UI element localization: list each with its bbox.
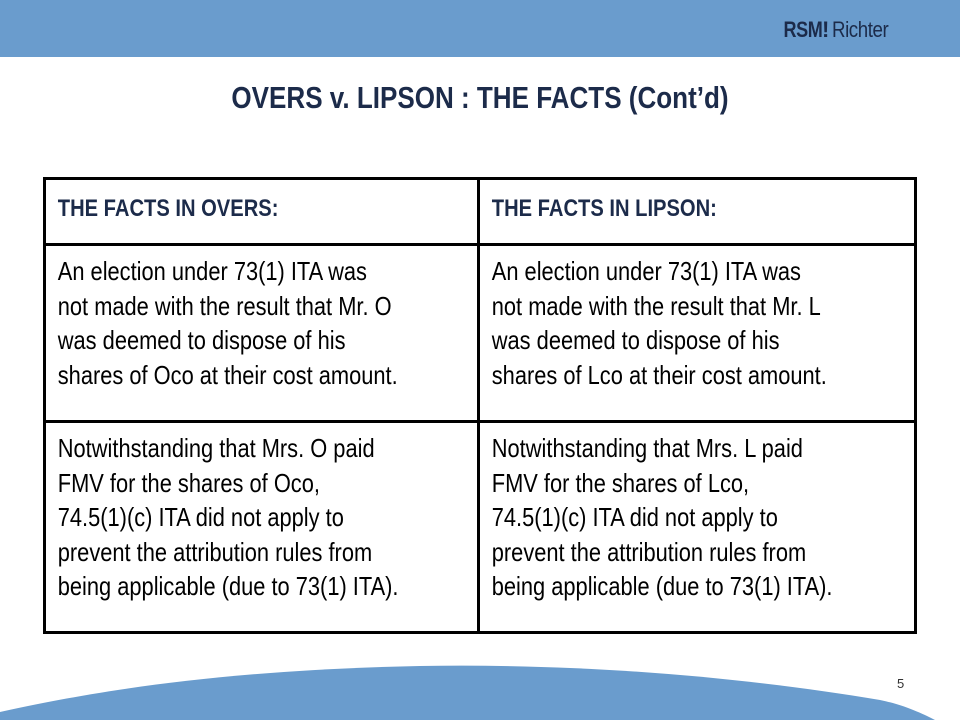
cell-text [46, 423, 465, 604]
table-cell-overs [45, 245, 479, 422]
rsm-richter-logo [775, 17, 898, 43]
cell-line: not made with the result that Mr. O [57, 290, 392, 321]
cell-line: not made with the result that Mr. L [491, 290, 821, 321]
cell-line: being applicable (due to 73(1) ITA). [491, 571, 833, 601]
cell-line: An election under 73(1) ITA was [57, 256, 367, 286]
footer-wave [0, 660, 960, 720]
cell-line: shares of Oco at their cost amount. [57, 359, 398, 390]
cell-line: was deemed to dispose of his [57, 325, 346, 355]
cell-text [480, 423, 899, 604]
table-cell-lipson [479, 422, 916, 633]
footer-wave-shape [0, 666, 935, 720]
logo-richter-text: Richter [831, 17, 889, 42]
cell-line: Notwithstanding that Mrs. O paid [57, 433, 375, 463]
cell-line: was deemed to dispose of his [491, 325, 780, 355]
facts-comparison-table [43, 177, 917, 634]
header-overs-label: THE FACTS IN OVERS: [57, 195, 279, 222]
header-lipson-label: THE FACTS IN LIPSON: [491, 195, 717, 222]
table-header-row [45, 179, 916, 245]
header-cell-lipson [479, 179, 916, 245]
table-row [45, 245, 916, 422]
cell-line: prevent the attribution rules from [57, 536, 373, 567]
table-cell-lipson [479, 245, 916, 422]
cell-line: Notwithstanding that Mrs. L paid [491, 433, 803, 463]
logo-rsm-text: RSM [783, 17, 822, 42]
logo-mark: ! [821, 17, 829, 42]
cell-line: FMV for the shares of Lco, [491, 467, 750, 498]
page-number: 5 [897, 676, 905, 691]
cell-line: An election under 73(1) ITA was [491, 256, 801, 286]
cell-line: 74.5(1)(c) ITA did not apply to [491, 502, 778, 532]
cell-text [46, 246, 465, 392]
header-cell-overs [45, 179, 479, 245]
cell-text [480, 246, 899, 392]
cell-line: 74.5(1)(c) ITA did not apply to [57, 502, 344, 532]
cell-line: being applicable (due to 73(1) ITA). [57, 571, 399, 601]
cell-line: prevent the attribution rules from [491, 536, 807, 567]
table-row [45, 422, 916, 633]
table-cell-overs [45, 422, 479, 633]
cell-line: shares of Lco at their cost amount. [491, 359, 827, 390]
slide-title: OVERS v. LIPSON : THE FACTS (Cont’d) [231, 80, 729, 115]
cell-line: FMV for the shares of Oco, [57, 467, 320, 498]
